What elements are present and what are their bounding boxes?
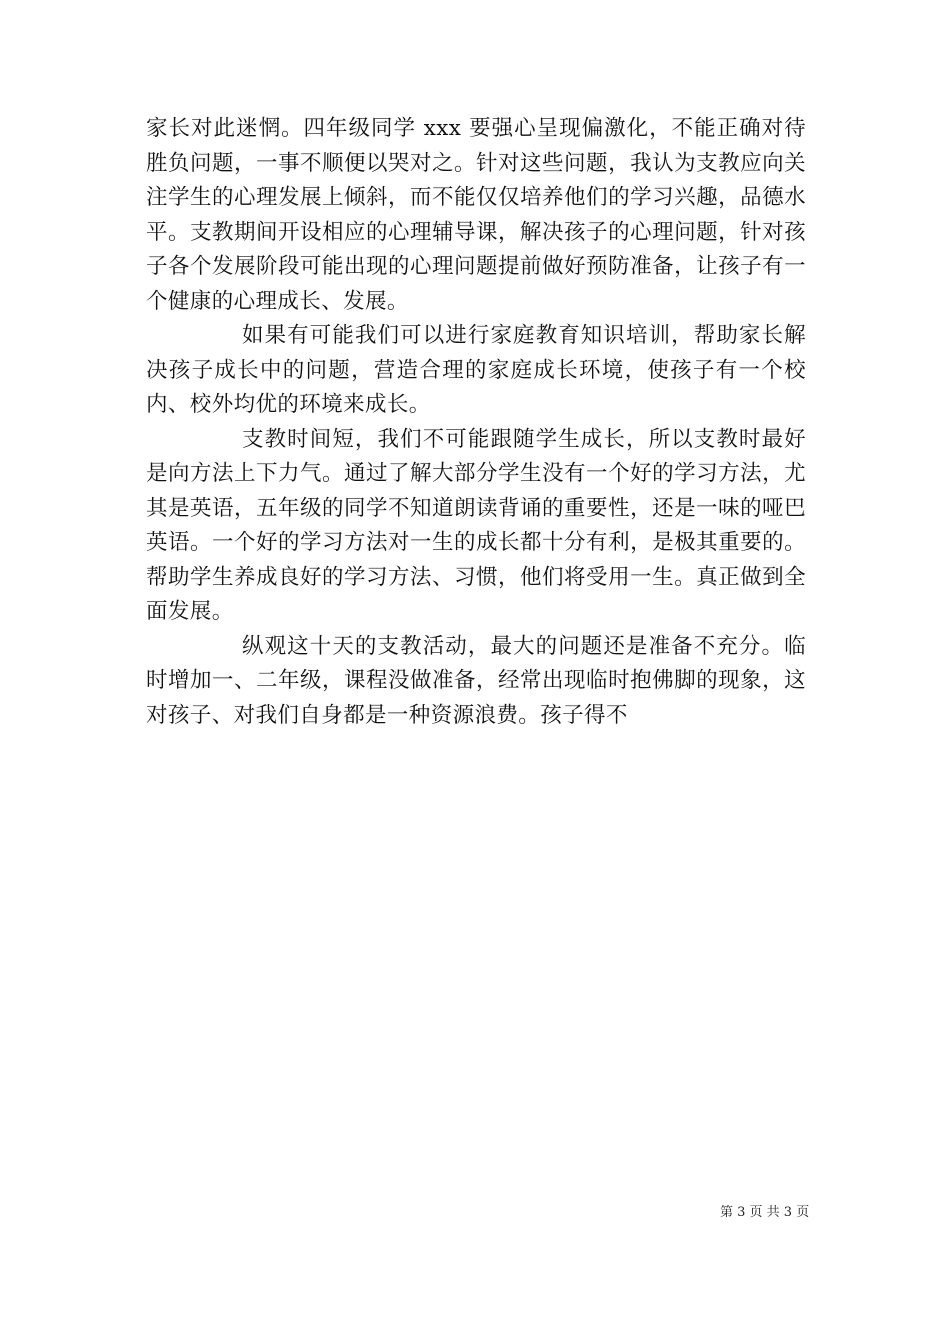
page-number-footer: 第 3 页 共 3 页 [720,1205,810,1220]
paragraph-2: 如果有可能我们可以进行家庭教育知识培训，帮助家长解决孩子成长中的问题，营造合理的家庭成长环境，使孩子有一个校内、校外均优的环境来成长。 [146,323,806,417]
paragraph-3: 支教时间短，我们不可能跟随学生成长，所以支教时最好是向方法上下力气。通过了解大部分学生没有一个好的学习方法，尤其是英语，五年级的同学不知道朗读背诵的重要性，还是一味的哑巴英语。一个好的学习方法对一生的成长都十分有利，是极其重要的。帮助学生养成良好的学习方法、习惯，他们将受用一生。真正做到全面发展。 [146,426,806,624]
paragraph-1: 家长对此迷惘。四年级同学 xxx 要强心呈现偏激化，不能正确对待胜负问题，一事不顺便以哭对之。针对这些问题，我认为支教应向关注学生的心理发展上倾斜，而不能仅仅培养他们的学习兴趣，品德水平。支教期间开设相应的心理辅导课，解决孩子的心理问题，针对孩子各个发展阶段可能出现的心理问题提前做好预防准备，让孩子有一个健康的心理成长、发展。 [146,116,806,314]
document-body [146,112,806,733]
paragraph-4: 纵观这十天的支教活动，最大的问题还是准备不充分。临时增加一、二年级，课程没做准备，经常出现临时抱佛脚的现象，这对孩子、对我们自身都是一种资源浪费。孩子得不 [146,633,806,728]
